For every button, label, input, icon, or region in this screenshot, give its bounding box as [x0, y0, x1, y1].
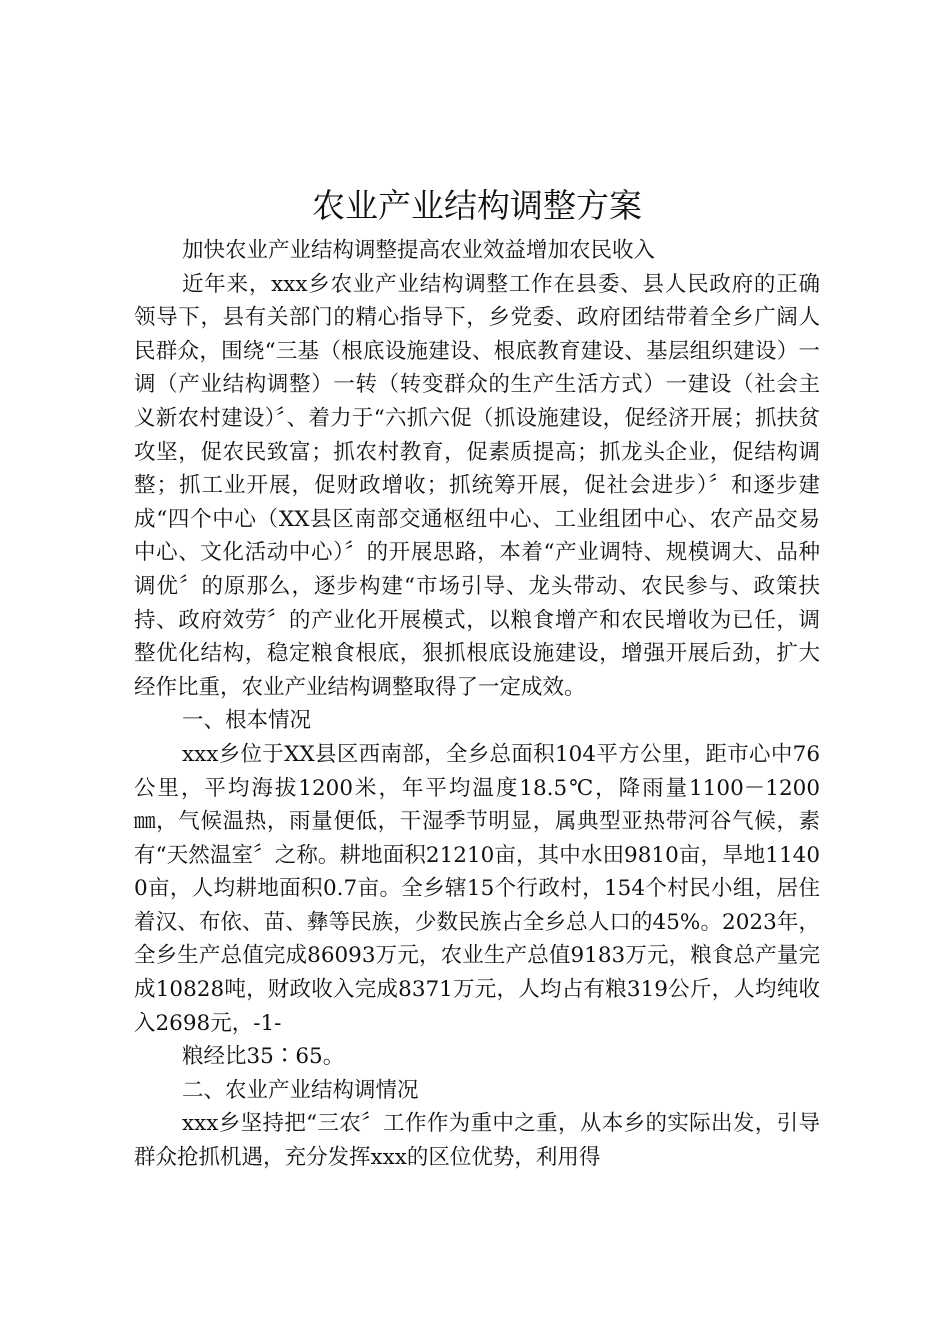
section-heading-basic-situation: 一、根本情况	[182, 708, 312, 734]
structure-adjustment-paragraph: xxx乡坚持把“三农〞工作作为重中之重，从本乡的实际出发，引导群众抢抓机遇，充分发挥xxx的区位优势，利用得	[134, 1111, 820, 1171]
basic-situation-paragraph: xxx乡位于XX县区西南部，全乡总面积104平方公里，距市心中76公里，平均海拔1200米，年平均温度18.5℃，降雨量1100－1200㎜，气候温热，雨量便低，干湿季节明显，属典型亚热带河谷气候，素有“天然温室〞之称。耕地面积21210亩，其中水田9810亩，旱地11400亩，人均耕地面积0.7亩。全乡辖15个行政村，154个村民小组，居住着汉、布依、苗、彝等民族，少数民族占全乡总人口的45%。2023年，全乡生产总值完成86093万元，农业生产总值9183万元，粮食总产量完成10828吨，财政收入完成8371万元，人均占有粮319公斤，人均纯收入2698元，-1-	[134, 741, 820, 1036]
document-subtitle: 加快农业产业结构调整提高农业效益增加农民收入	[182, 238, 656, 263]
intro-paragraph: 近年来，xxx乡农业产业结构调整工作在县委、县人民政府的正确领导下，县有关部门的精心指导下，乡党委、政府团结带着全乡广阔人民群众，围绕“三基（根底设施建设、根底教育建设、基层组织建设）一调（产业结构调整）一转（转变群众的生产生活方式）一建设（社会主义新农村建设）〞、着力于“六抓六促（抓设施建设，促经济开展；抓扶贫攻坚，促农民致富；抓农村教育，促素质提高；抓龙头企业，促结构调整；抓工业开展，促财政增收；抓统筹开展，促社会进步）〞和逐步建成“四个中心（XX县区南部交通枢纽中心、工业组团中心、农产品交易中心、文化活动中心）〞的开展思路，本着“产业调特、规模调大、品种调优〞的原那么，逐步构建“市场引导、龙头带动、农民参与、政策扶持、政府效劳〞的产业化开展模式，以粮食增产和农民增收为已任，调整优化结构，稳定粮食根底，狠抓根底设施建设，增强开展后劲，扩大经作比重，农业产业结构调整取得了一定成效。	[134, 271, 820, 700]
document-title: 农业产业结构调整方案	[312, 186, 642, 225]
section-heading-structure-adjustment: 二、农业产业结构调情况	[182, 1077, 419, 1103]
grain-ratio-line: 粮经比35∶65。	[182, 1044, 345, 1070]
document-page	[134, 178, 820, 1175]
